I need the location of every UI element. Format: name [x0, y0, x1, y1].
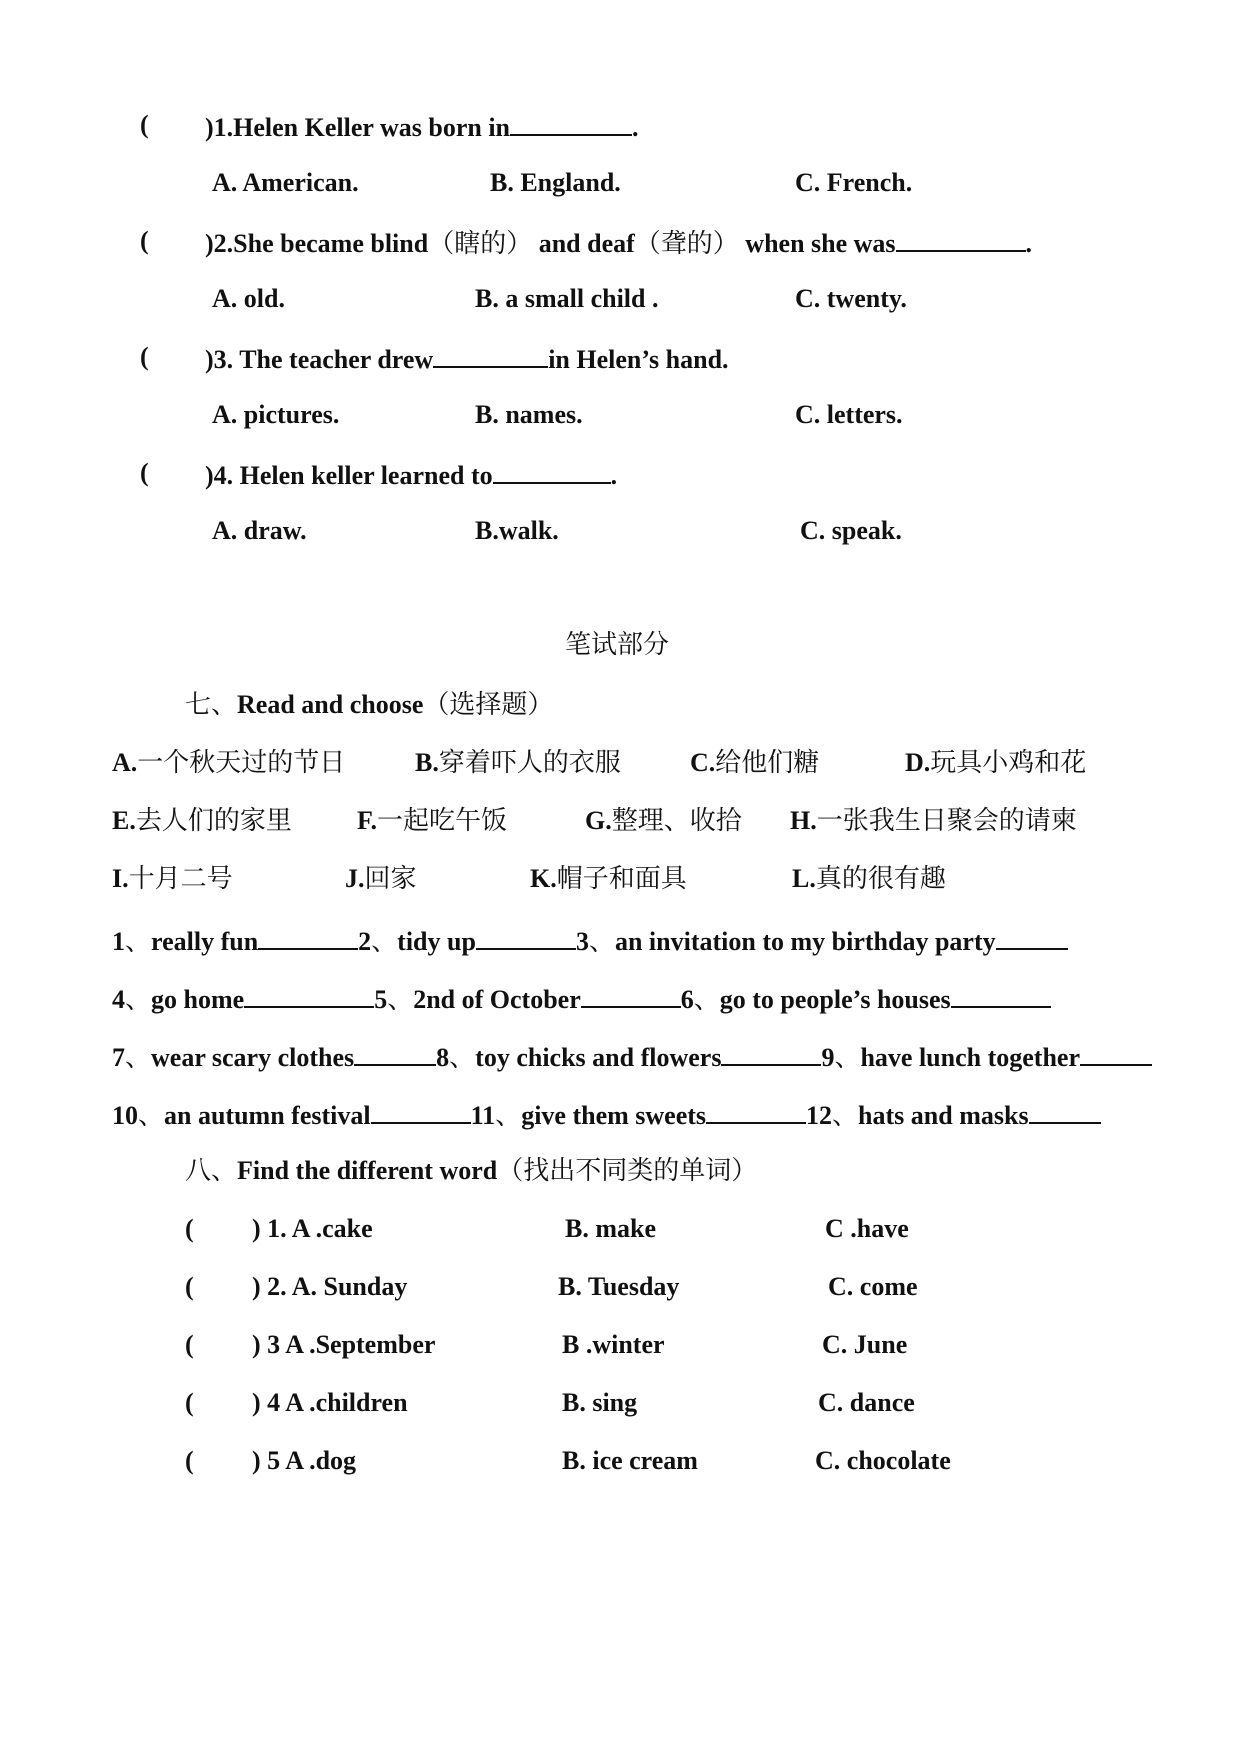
option-k: K.帽子和面具 [530, 864, 687, 894]
q4-blank[interactable] [493, 460, 611, 484]
sec8-row4-paren: ( [185, 1388, 194, 1417]
q2-option-a[interactable]: A. old. [212, 284, 285, 313]
match-item-1: 1、really fun [112, 927, 259, 957]
match-item-4: 4、go home [112, 985, 245, 1015]
match-item-3: 3、an invitation to my birthday party [575, 927, 996, 957]
section8-title: 八、Find the different word（找出不同类的单词） [185, 1156, 758, 1186]
q1-paren: ( [140, 110, 149, 139]
match-item-2: 2、tidy up [358, 927, 476, 957]
match-blank-9[interactable] [1080, 1042, 1152, 1066]
q4-stem: )4. Helen keller learned to . [205, 461, 618, 490]
match-blank-7[interactable] [354, 1042, 436, 1066]
q2-option-b[interactable]: B. a small child . [475, 284, 659, 313]
sec8-row4-option-a[interactable]: ) 4 A .children [252, 1388, 408, 1417]
option-a: A.一个秋天过的节日 [112, 748, 346, 778]
match-blank-11[interactable] [706, 1100, 806, 1124]
q1-option-c[interactable]: C. French. [795, 168, 913, 197]
q3-paren: ( [140, 342, 149, 371]
q3-blank[interactable] [433, 344, 548, 368]
q4-option-b[interactable]: B.walk. [475, 516, 559, 545]
match-item-10: 10、an autumn festival [112, 1101, 371, 1131]
match-blank-4[interactable] [244, 984, 374, 1008]
option-g: G.整理、收拾 [585, 806, 742, 836]
q3-option-a[interactable]: A. pictures. [212, 400, 340, 429]
option-f: F.一起吃午饭 [357, 806, 508, 836]
match-blank-6[interactable] [951, 984, 1051, 1008]
q3-option-b[interactable]: B. names. [475, 400, 583, 429]
sec8-row3-option-b[interactable]: B .winter [562, 1330, 665, 1359]
match-item-7: 7、wear scary clothes [112, 1043, 355, 1073]
option-j: J.回家 [345, 864, 417, 894]
match-blank-8[interactable] [721, 1042, 821, 1066]
match-item-9: 9、have lunch together [821, 1043, 1080, 1073]
match-blank-3[interactable] [996, 926, 1068, 950]
q2-option-c[interactable]: C. twenty. [795, 284, 907, 313]
sec8-row2-paren: ( [185, 1272, 194, 1301]
q3-stem: )3. The teacher drew in Helen’s hand. [205, 345, 729, 374]
sec8-row5-option-a[interactable]: ) 5 A .dog [252, 1446, 357, 1475]
q4-paren: ( [140, 458, 149, 487]
sec8-row5-paren: ( [185, 1446, 194, 1475]
sec8-row3-paren: ( [185, 1330, 194, 1359]
q2-paren: ( [140, 226, 149, 255]
sec8-row5-option-b[interactable]: B. ice cream [562, 1446, 698, 1475]
q1-blank[interactable] [510, 112, 632, 136]
q4-option-a[interactable]: A. draw. [212, 516, 307, 545]
match-blank-2[interactable] [476, 926, 576, 950]
match-row-4 [112, 1100, 1101, 1129]
match-row-2 [112, 984, 1051, 1013]
match-blank-1[interactable] [258, 926, 358, 950]
match-blank-5[interactable] [581, 984, 681, 1008]
q2-stem: )2.She became blind（瞎的） and deaf（聋的） when she was . [205, 229, 1033, 259]
match-blank-12[interactable] [1029, 1100, 1101, 1124]
match-item-5: 5、2nd of October [374, 985, 581, 1015]
match-blank-10[interactable] [371, 1100, 471, 1124]
sec8-row2-option-a[interactable]: ) 2. A. Sunday [252, 1272, 408, 1301]
sec8-row4-option-c[interactable]: C. dance [818, 1388, 915, 1417]
option-d: D.玩具小鸡和花 [905, 748, 1087, 778]
sec8-row4-option-b[interactable]: B. sing [562, 1388, 638, 1417]
sec8-row2-option-b[interactable]: B. Tuesday [558, 1272, 680, 1301]
written-section-title: 笔试部分 [565, 630, 670, 660]
q1-stem: )1.Helen Keller was born in . [205, 113, 639, 142]
match-row-1 [112, 926, 1068, 955]
q3-option-c[interactable]: C. letters. [795, 400, 903, 429]
option-i: I.十月二号 [112, 864, 233, 894]
option-e: E.去人们的家里 [112, 806, 292, 836]
option-c: C.给他们糖 [690, 748, 820, 778]
q1-option-b[interactable]: B. England. [490, 168, 621, 197]
q1-option-a[interactable]: A. American. [212, 168, 359, 197]
match-row-3 [112, 1042, 1152, 1071]
match-item-8: 8、toy chicks and flowers [436, 1043, 722, 1073]
option-b: B.穿着吓人的衣服 [415, 748, 621, 778]
sec8-row2-option-c[interactable]: C. come [828, 1272, 918, 1301]
sec8-row5-option-c[interactable]: C. chocolate [815, 1446, 951, 1475]
q2-blank[interactable] [896, 228, 1026, 252]
sec8-row1-option-a[interactable]: ) 1. A .cake [252, 1214, 373, 1243]
sec8-row3-option-a[interactable]: ) 3 A .September [252, 1330, 436, 1359]
section7-title: 七、Read and choose（选择题） [185, 690, 554, 720]
sec8-row1-option-c[interactable]: C .have [825, 1214, 909, 1243]
sec8-row1-paren: ( [185, 1214, 194, 1243]
match-item-11: 11、give them sweets [470, 1101, 707, 1131]
match-item-12: 12、hats and masks [806, 1101, 1029, 1131]
match-item-6: 6、go to people’s houses [680, 985, 951, 1015]
q4-option-c[interactable]: C. speak. [800, 516, 902, 545]
sec8-row1-option-b[interactable]: B. make [565, 1214, 656, 1243]
sec8-row3-option-c[interactable]: C. June [822, 1330, 908, 1359]
option-l: L.真的很有趣 [792, 864, 946, 894]
option-h: H.一张我生日聚会的请柬 [790, 806, 1077, 836]
